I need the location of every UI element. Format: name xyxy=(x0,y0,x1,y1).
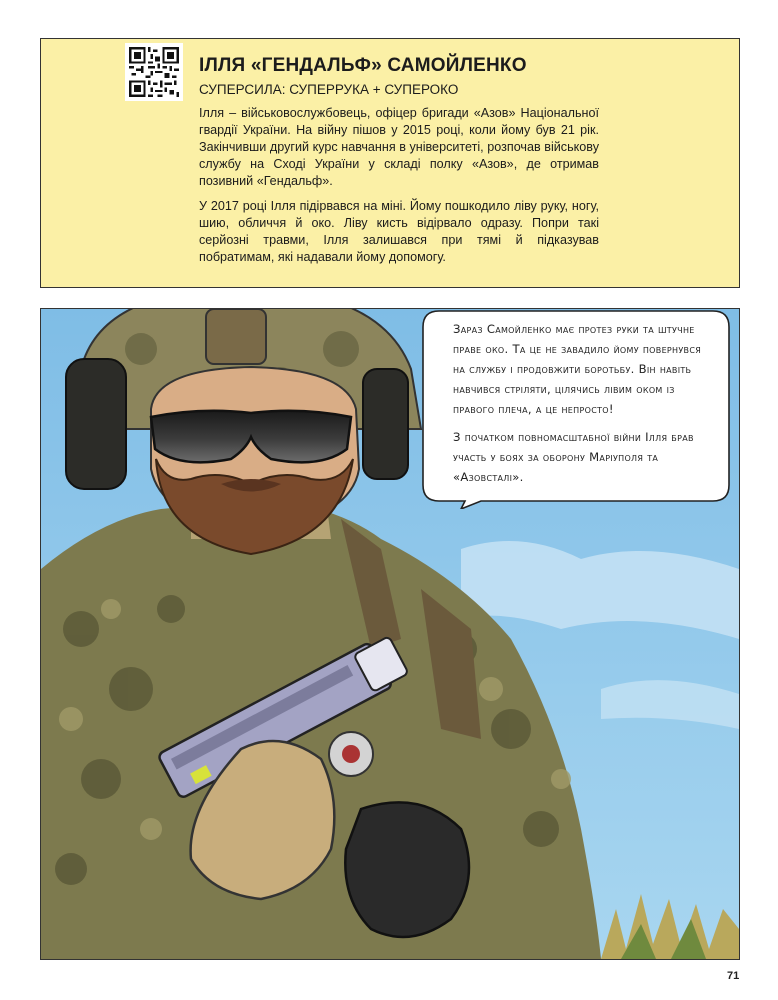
bio-paragraph: Ілля – військовослужбовець, офіцер бригади «Азов» Національної гвардії України. На війну пішов у 2015 році, коли йому був 21 рік. Закінчивши другий курс навчання в університеті, розпочав військову службу на Сході України у складі полку «Азов», де отримав позивний «Гендальф». xyxy=(199,106,599,188)
speech-paragraph: З початком повномасштабної війни Ілля брав участь у боях за оборону Маріуполя та «Азовсталі». xyxy=(453,430,694,484)
superpower-subtitle: СУПЕРСИЛА: СУПЕРРУКА + СУПЕРОКО xyxy=(199,82,459,97)
speech-paragraph: Зараз Самойленко має протез руки та штучне праве око. Та це не завадило йому повернувся на службу і продовжити боротьбу. Він навіть навчився стріляти, цілячись лівим оком із правого плеча, а це непросто! xyxy=(453,322,702,416)
bio-paragraph: У 2017 році Ілля підірвався на міні. Йому пошкодило ліву руку, ногу, шию, обличчя й око. Ліву кисть відірвало одразу. Попри такі серйозні травми, Ілля залишався при тямі й підказував побратимам, які надавали йому допомогу. xyxy=(199,199,599,264)
profile-name: ІЛЛЯ «ГЕНДАЛЬФ» САМОЙЛЕНКО xyxy=(199,55,527,76)
comic-panel xyxy=(40,308,740,960)
qr-code-icon[interactable] xyxy=(125,43,183,101)
page-number: 71 xyxy=(727,970,740,982)
bio-text xyxy=(199,105,599,274)
speech-bubble-text xyxy=(453,319,715,495)
info-box xyxy=(40,38,740,288)
speech-bubble xyxy=(421,309,731,509)
